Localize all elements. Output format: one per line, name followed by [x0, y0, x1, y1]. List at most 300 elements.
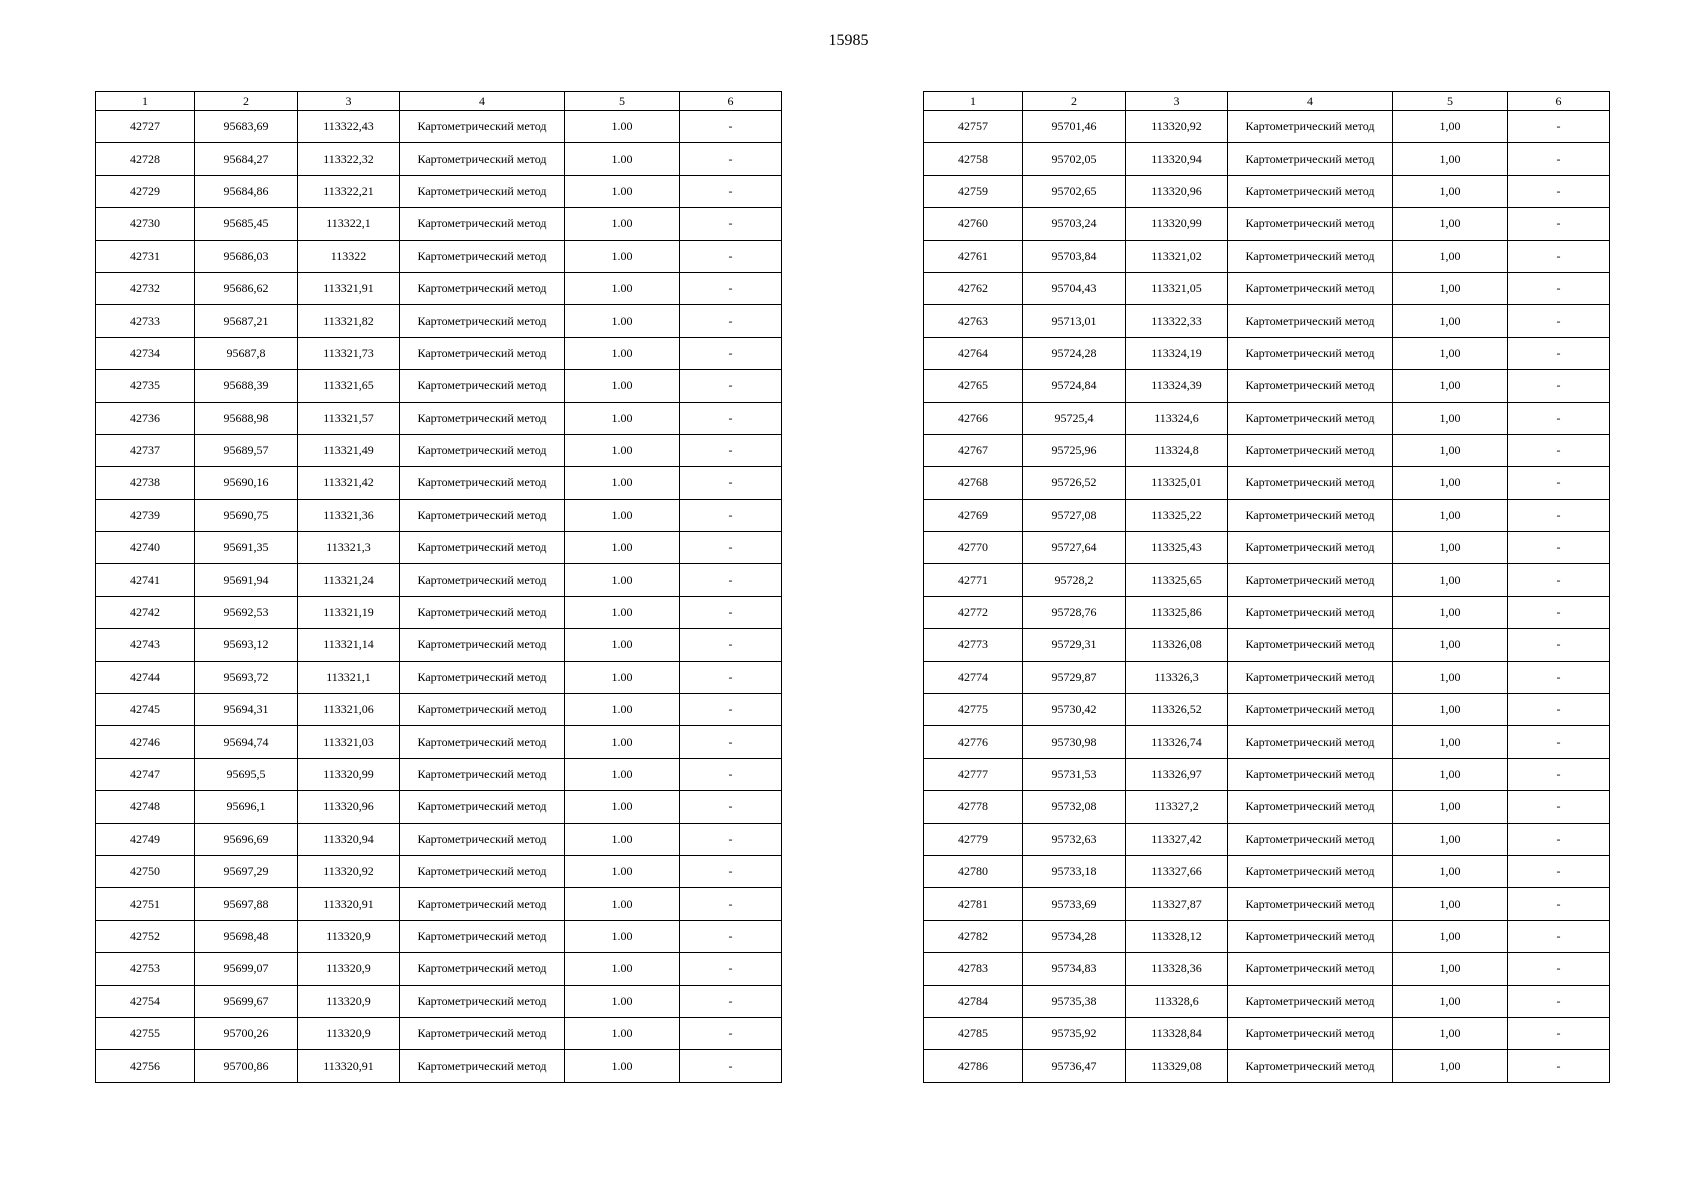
method-cell: Картометрический метод — [1228, 305, 1393, 337]
point-number-cell: 42737 — [96, 434, 195, 466]
accuracy-cell: 1,00 — [1393, 111, 1508, 143]
method-cell: Картометрический метод — [400, 402, 565, 434]
point-number-cell: 42780 — [924, 855, 1023, 887]
table-row — [96, 564, 782, 596]
accuracy-cell: 1,00 — [1393, 629, 1508, 661]
x-coordinate-cell: 95692,53 — [195, 596, 298, 628]
x-coordinate-cell: 95701,46 — [1023, 111, 1126, 143]
method-cell: Картометрический метод — [1228, 272, 1393, 304]
point-number-cell: 42766 — [924, 402, 1023, 434]
table-row — [924, 111, 1610, 143]
accuracy-cell: 1.00 — [565, 143, 680, 175]
method-cell: Картометрический метод — [400, 823, 565, 855]
x-coordinate-cell: 95725,96 — [1023, 434, 1126, 466]
table-row — [96, 337, 782, 369]
y-coordinate-cell: 113322 — [298, 240, 400, 272]
table-row — [924, 985, 1610, 1017]
x-coordinate-cell: 95732,08 — [1023, 791, 1126, 823]
x-coordinate-cell: 95703,24 — [1023, 208, 1126, 240]
point-number-cell: 42745 — [96, 694, 195, 726]
x-coordinate-cell: 95728,2 — [1023, 564, 1126, 596]
y-coordinate-cell: 113324,8 — [1126, 434, 1228, 466]
table-row — [96, 1017, 782, 1049]
method-cell: Картометрический метод — [400, 370, 565, 402]
accuracy-cell: 1,00 — [1393, 791, 1508, 823]
method-cell: Картометрический метод — [400, 888, 565, 920]
accuracy-cell: 1,00 — [1393, 823, 1508, 855]
x-coordinate-cell: 95724,84 — [1023, 370, 1126, 402]
description-cell: - — [680, 208, 782, 240]
coordinates-table-left — [95, 91, 782, 1083]
accuracy-cell: 1.00 — [565, 467, 680, 499]
table-row — [96, 499, 782, 531]
accuracy-cell: 1.00 — [565, 240, 680, 272]
accuracy-cell: 1,00 — [1393, 855, 1508, 887]
y-coordinate-cell: 113321,14 — [298, 629, 400, 661]
point-number-cell: 42758 — [924, 143, 1023, 175]
method-cell: Картометрический метод — [400, 1050, 565, 1082]
y-coordinate-cell: 113325,86 — [1126, 596, 1228, 628]
header-row — [96, 92, 782, 111]
column-header: 2 — [1023, 92, 1126, 111]
method-cell: Картометрический метод — [400, 920, 565, 952]
method-cell: Картометрический метод — [1228, 661, 1393, 693]
method-cell: Картометрический метод — [1228, 920, 1393, 952]
point-number-cell: 42776 — [924, 726, 1023, 758]
accuracy-cell: 1,00 — [1393, 920, 1508, 952]
description-cell: - — [1508, 1017, 1610, 1049]
point-number-cell: 42731 — [96, 240, 195, 272]
point-number-cell: 42759 — [924, 175, 1023, 207]
method-cell: Картометрический метод — [400, 208, 565, 240]
point-number-cell: 42775 — [924, 694, 1023, 726]
y-coordinate-cell: 113321,03 — [298, 726, 400, 758]
accuracy-cell: 1.00 — [565, 1050, 680, 1082]
y-coordinate-cell: 113324,6 — [1126, 402, 1228, 434]
table-row — [924, 499, 1610, 531]
x-coordinate-cell: 95733,69 — [1023, 888, 1126, 920]
description-cell: - — [680, 985, 782, 1017]
method-cell: Картометрический метод — [400, 661, 565, 693]
method-cell: Картометрический метод — [400, 758, 565, 790]
table-row — [924, 888, 1610, 920]
y-coordinate-cell: 113321,05 — [1126, 272, 1228, 304]
y-coordinate-cell: 113322,1 — [298, 208, 400, 240]
point-number-cell: 42781 — [924, 888, 1023, 920]
x-coordinate-cell: 95688,98 — [195, 402, 298, 434]
accuracy-cell: 1,00 — [1393, 661, 1508, 693]
point-number-cell: 42744 — [96, 661, 195, 693]
x-coordinate-cell: 95702,65 — [1023, 175, 1126, 207]
method-cell: Картометрический метод — [1228, 694, 1393, 726]
y-coordinate-cell: 113320,96 — [298, 791, 400, 823]
page-number: 15985 — [828, 32, 869, 49]
x-coordinate-cell: 95728,76 — [1023, 596, 1126, 628]
point-number-cell: 42771 — [924, 564, 1023, 596]
y-coordinate-cell: 113326,3 — [1126, 661, 1228, 693]
point-number-cell: 42736 — [96, 402, 195, 434]
description-cell: - — [1508, 985, 1610, 1017]
table-row — [924, 791, 1610, 823]
description-cell: - — [680, 661, 782, 693]
y-coordinate-cell: 113322,43 — [298, 111, 400, 143]
method-cell: Картометрический метод — [1228, 532, 1393, 564]
description-cell: - — [680, 1017, 782, 1049]
accuracy-cell: 1,00 — [1393, 208, 1508, 240]
method-cell: Картометрический метод — [1228, 855, 1393, 887]
y-coordinate-cell: 113328,12 — [1126, 920, 1228, 952]
y-coordinate-cell: 113320,91 — [298, 888, 400, 920]
y-coordinate-cell: 113321,36 — [298, 499, 400, 531]
y-coordinate-cell: 113321,1 — [298, 661, 400, 693]
description-cell: - — [1508, 111, 1610, 143]
accuracy-cell: 1,00 — [1393, 564, 1508, 596]
accuracy-cell: 1.00 — [565, 370, 680, 402]
table-row — [924, 532, 1610, 564]
method-cell: Картометрический метод — [400, 143, 565, 175]
description-cell: - — [680, 953, 782, 985]
description-cell: - — [1508, 953, 1610, 985]
accuracy-cell: 1,00 — [1393, 499, 1508, 531]
accuracy-cell: 1,00 — [1393, 434, 1508, 466]
x-coordinate-cell: 95734,83 — [1023, 953, 1126, 985]
point-number-cell: 42739 — [96, 499, 195, 531]
accuracy-cell: 1,00 — [1393, 175, 1508, 207]
x-coordinate-cell: 95698,48 — [195, 920, 298, 952]
description-cell: - — [1508, 564, 1610, 596]
method-cell: Картометрический метод — [400, 596, 565, 628]
description-cell: - — [680, 305, 782, 337]
method-cell: Картометрический метод — [400, 694, 565, 726]
table-row — [96, 694, 782, 726]
x-coordinate-cell: 95729,87 — [1023, 661, 1126, 693]
description-cell: - — [1508, 596, 1610, 628]
table-row — [924, 175, 1610, 207]
method-cell: Картометрический метод — [1228, 985, 1393, 1017]
x-coordinate-cell: 95699,07 — [195, 953, 298, 985]
point-number-cell: 42728 — [96, 143, 195, 175]
description-cell: - — [1508, 337, 1610, 369]
accuracy-cell: 1,00 — [1393, 758, 1508, 790]
y-coordinate-cell: 113326,08 — [1126, 629, 1228, 661]
method-cell: Картометрический метод — [400, 467, 565, 499]
table-row — [924, 467, 1610, 499]
description-cell: - — [680, 726, 782, 758]
description-cell: - — [680, 596, 782, 628]
point-number-cell: 42763 — [924, 305, 1023, 337]
table-row — [96, 629, 782, 661]
method-cell: Картометрический метод — [400, 337, 565, 369]
point-number-cell: 42750 — [96, 855, 195, 887]
point-number-cell: 42760 — [924, 208, 1023, 240]
method-cell: Картометрический метод — [1228, 111, 1393, 143]
method-cell: Картометрический метод — [1228, 143, 1393, 175]
point-number-cell: 42747 — [96, 758, 195, 790]
point-number-cell: 42782 — [924, 920, 1023, 952]
method-cell: Картометрический метод — [400, 272, 565, 304]
table-row — [924, 920, 1610, 952]
method-cell: Картометрический метод — [400, 240, 565, 272]
description-cell: - — [1508, 855, 1610, 887]
x-coordinate-cell: 95686,03 — [195, 240, 298, 272]
accuracy-cell: 1.00 — [565, 953, 680, 985]
table-row — [96, 1050, 782, 1082]
x-coordinate-cell: 95726,52 — [1023, 467, 1126, 499]
table-row — [96, 661, 782, 693]
description-cell: - — [680, 758, 782, 790]
accuracy-cell: 1,00 — [1393, 1050, 1508, 1082]
table-row — [96, 402, 782, 434]
x-coordinate-cell: 95683,69 — [195, 111, 298, 143]
accuracy-cell: 1.00 — [565, 402, 680, 434]
description-cell: - — [680, 499, 782, 531]
accuracy-cell: 1.00 — [565, 791, 680, 823]
accuracy-cell: 1,00 — [1393, 596, 1508, 628]
accuracy-cell: 1,00 — [1393, 305, 1508, 337]
y-coordinate-cell: 113328,36 — [1126, 953, 1228, 985]
point-number-cell: 42751 — [96, 888, 195, 920]
table-row — [924, 855, 1610, 887]
description-cell: - — [680, 402, 782, 434]
x-coordinate-cell: 95688,39 — [195, 370, 298, 402]
accuracy-cell: 1.00 — [565, 499, 680, 531]
table-row — [96, 920, 782, 952]
column-header: 5 — [565, 92, 680, 111]
y-coordinate-cell: 113327,87 — [1126, 888, 1228, 920]
coordinates-table-right — [923, 91, 1610, 1083]
description-cell: - — [1508, 402, 1610, 434]
description-cell: - — [1508, 823, 1610, 855]
x-coordinate-cell: 95691,94 — [195, 564, 298, 596]
description-cell: - — [680, 823, 782, 855]
table-row — [96, 758, 782, 790]
point-number-cell: 42727 — [96, 111, 195, 143]
accuracy-cell: 1,00 — [1393, 467, 1508, 499]
point-number-cell: 42738 — [96, 467, 195, 499]
x-coordinate-cell: 95732,63 — [1023, 823, 1126, 855]
accuracy-cell: 1.00 — [565, 208, 680, 240]
description-cell: - — [1508, 467, 1610, 499]
point-number-cell: 42785 — [924, 1017, 1023, 1049]
y-coordinate-cell: 113321,82 — [298, 305, 400, 337]
description-cell: - — [680, 888, 782, 920]
column-header: 5 — [1393, 92, 1508, 111]
table-row — [924, 1050, 1610, 1082]
point-number-cell: 42764 — [924, 337, 1023, 369]
y-coordinate-cell: 113321,24 — [298, 564, 400, 596]
y-coordinate-cell: 113325,22 — [1126, 499, 1228, 531]
y-coordinate-cell: 113322,32 — [298, 143, 400, 175]
description-cell: - — [680, 629, 782, 661]
method-cell: Картометрический метод — [400, 499, 565, 531]
method-cell: Картометрический метод — [1228, 240, 1393, 272]
point-number-cell: 42729 — [96, 175, 195, 207]
table-row — [924, 564, 1610, 596]
point-number-cell: 42757 — [924, 111, 1023, 143]
x-coordinate-cell: 95687,21 — [195, 305, 298, 337]
method-cell: Картометрический метод — [400, 175, 565, 207]
x-coordinate-cell: 95690,75 — [195, 499, 298, 531]
description-cell: - — [1508, 920, 1610, 952]
column-header: 4 — [1228, 92, 1393, 111]
x-coordinate-cell: 95697,88 — [195, 888, 298, 920]
x-coordinate-cell: 95684,86 — [195, 175, 298, 207]
accuracy-cell: 1,00 — [1393, 953, 1508, 985]
method-cell: Картометрический метод — [400, 629, 565, 661]
description-cell: - — [1508, 272, 1610, 304]
x-coordinate-cell: 95704,43 — [1023, 272, 1126, 304]
accuracy-cell: 1.00 — [565, 985, 680, 1017]
accuracy-cell: 1,00 — [1393, 532, 1508, 564]
y-coordinate-cell: 113320,94 — [1126, 143, 1228, 175]
description-cell: - — [1508, 791, 1610, 823]
method-cell: Картометрический метод — [1228, 888, 1393, 920]
description-cell: - — [680, 467, 782, 499]
accuracy-cell: 1,00 — [1393, 402, 1508, 434]
point-number-cell: 42756 — [96, 1050, 195, 1082]
table-row — [96, 596, 782, 628]
description-cell: - — [680, 337, 782, 369]
y-coordinate-cell: 113328,84 — [1126, 1017, 1228, 1049]
y-coordinate-cell: 113320,96 — [1126, 175, 1228, 207]
table-row — [96, 240, 782, 272]
table-row — [924, 823, 1610, 855]
table-row — [96, 888, 782, 920]
accuracy-cell: 1,00 — [1393, 1017, 1508, 1049]
y-coordinate-cell: 113327,42 — [1126, 823, 1228, 855]
point-number-cell: 42778 — [924, 791, 1023, 823]
x-coordinate-cell: 95733,18 — [1023, 855, 1126, 887]
method-cell: Картометрический метод — [400, 434, 565, 466]
x-coordinate-cell: 95693,12 — [195, 629, 298, 661]
point-number-cell: 42779 — [924, 823, 1023, 855]
table-row — [924, 694, 1610, 726]
description-cell: - — [1508, 434, 1610, 466]
method-cell: Картометрический метод — [400, 953, 565, 985]
accuracy-cell: 1.00 — [565, 855, 680, 887]
description-cell: - — [680, 855, 782, 887]
x-coordinate-cell: 95730,98 — [1023, 726, 1126, 758]
description-cell: - — [680, 920, 782, 952]
table-row — [96, 791, 782, 823]
description-cell: - — [680, 1050, 782, 1082]
y-coordinate-cell: 113320,92 — [1126, 111, 1228, 143]
description-cell: - — [1508, 208, 1610, 240]
y-coordinate-cell: 113320,9 — [298, 985, 400, 1017]
y-coordinate-cell: 113321,19 — [298, 596, 400, 628]
method-cell: Картометрический метод — [400, 305, 565, 337]
x-coordinate-cell: 95696,1 — [195, 791, 298, 823]
x-coordinate-cell: 95713,01 — [1023, 305, 1126, 337]
method-cell: Картометрический метод — [400, 791, 565, 823]
y-coordinate-cell: 113320,9 — [298, 953, 400, 985]
accuracy-cell: 1.00 — [565, 823, 680, 855]
accuracy-cell: 1.00 — [565, 337, 680, 369]
column-header: 6 — [1508, 92, 1610, 111]
description-cell: - — [1508, 143, 1610, 175]
accuracy-cell: 1.00 — [565, 596, 680, 628]
point-number-cell: 42734 — [96, 337, 195, 369]
description-cell: - — [1508, 305, 1610, 337]
description-cell: - — [680, 564, 782, 596]
point-number-cell: 42730 — [96, 208, 195, 240]
method-cell: Картометрический метод — [1228, 596, 1393, 628]
accuracy-cell: 1.00 — [565, 272, 680, 304]
y-coordinate-cell: 113322,33 — [1126, 305, 1228, 337]
accuracy-cell: 1.00 — [565, 111, 680, 143]
table-row — [924, 305, 1610, 337]
method-cell: Картометрический метод — [1228, 726, 1393, 758]
method-cell: Картометрический метод — [1228, 791, 1393, 823]
x-coordinate-cell: 95700,86 — [195, 1050, 298, 1082]
table-row — [924, 402, 1610, 434]
description-cell: - — [680, 240, 782, 272]
description-cell: - — [680, 434, 782, 466]
table-row — [924, 337, 1610, 369]
method-cell: Картометрический метод — [1228, 758, 1393, 790]
x-coordinate-cell: 95730,42 — [1023, 694, 1126, 726]
description-cell: - — [680, 272, 782, 304]
x-coordinate-cell: 95700,26 — [195, 1017, 298, 1049]
accuracy-cell: 1.00 — [565, 629, 680, 661]
table-row — [96, 467, 782, 499]
y-coordinate-cell: 113321,49 — [298, 434, 400, 466]
table-row — [96, 305, 782, 337]
table-row — [924, 758, 1610, 790]
y-coordinate-cell: 113326,52 — [1126, 694, 1228, 726]
x-coordinate-cell: 95693,72 — [195, 661, 298, 693]
point-number-cell: 42765 — [924, 370, 1023, 402]
point-number-cell: 42770 — [924, 532, 1023, 564]
column-header: 3 — [1126, 92, 1228, 111]
y-coordinate-cell: 113326,97 — [1126, 758, 1228, 790]
table-row — [924, 434, 1610, 466]
y-coordinate-cell: 113320,99 — [298, 758, 400, 790]
table-row — [96, 208, 782, 240]
method-cell: Картометрический метод — [1228, 370, 1393, 402]
description-cell: - — [1508, 499, 1610, 531]
table-row — [96, 370, 782, 402]
accuracy-cell: 1.00 — [565, 758, 680, 790]
x-coordinate-cell: 95694,31 — [195, 694, 298, 726]
accuracy-cell: 1,00 — [1393, 985, 1508, 1017]
point-number-cell: 42772 — [924, 596, 1023, 628]
accuracy-cell: 1.00 — [565, 661, 680, 693]
method-cell: Картометрический метод — [1228, 402, 1393, 434]
y-coordinate-cell: 113321,42 — [298, 467, 400, 499]
y-coordinate-cell: 113320,91 — [298, 1050, 400, 1082]
description-cell: - — [1508, 240, 1610, 272]
point-number-cell: 42784 — [924, 985, 1023, 1017]
method-cell: Картометрический метод — [1228, 629, 1393, 661]
point-number-cell: 42740 — [96, 532, 195, 564]
y-coordinate-cell: 113327,66 — [1126, 855, 1228, 887]
x-coordinate-cell: 95734,28 — [1023, 920, 1126, 952]
method-cell: Картометрический метод — [400, 726, 565, 758]
point-number-cell: 42732 — [96, 272, 195, 304]
x-coordinate-cell: 95696,69 — [195, 823, 298, 855]
x-coordinate-cell: 95695,5 — [195, 758, 298, 790]
accuracy-cell: 1.00 — [565, 920, 680, 952]
method-cell: Картометрический метод — [400, 985, 565, 1017]
y-coordinate-cell: 113320,9 — [298, 920, 400, 952]
accuracy-cell: 1.00 — [565, 175, 680, 207]
method-cell: Картометрический метод — [1228, 467, 1393, 499]
table-row — [96, 143, 782, 175]
point-number-cell: 42733 — [96, 305, 195, 337]
y-coordinate-cell: 113324,19 — [1126, 337, 1228, 369]
accuracy-cell: 1.00 — [565, 305, 680, 337]
